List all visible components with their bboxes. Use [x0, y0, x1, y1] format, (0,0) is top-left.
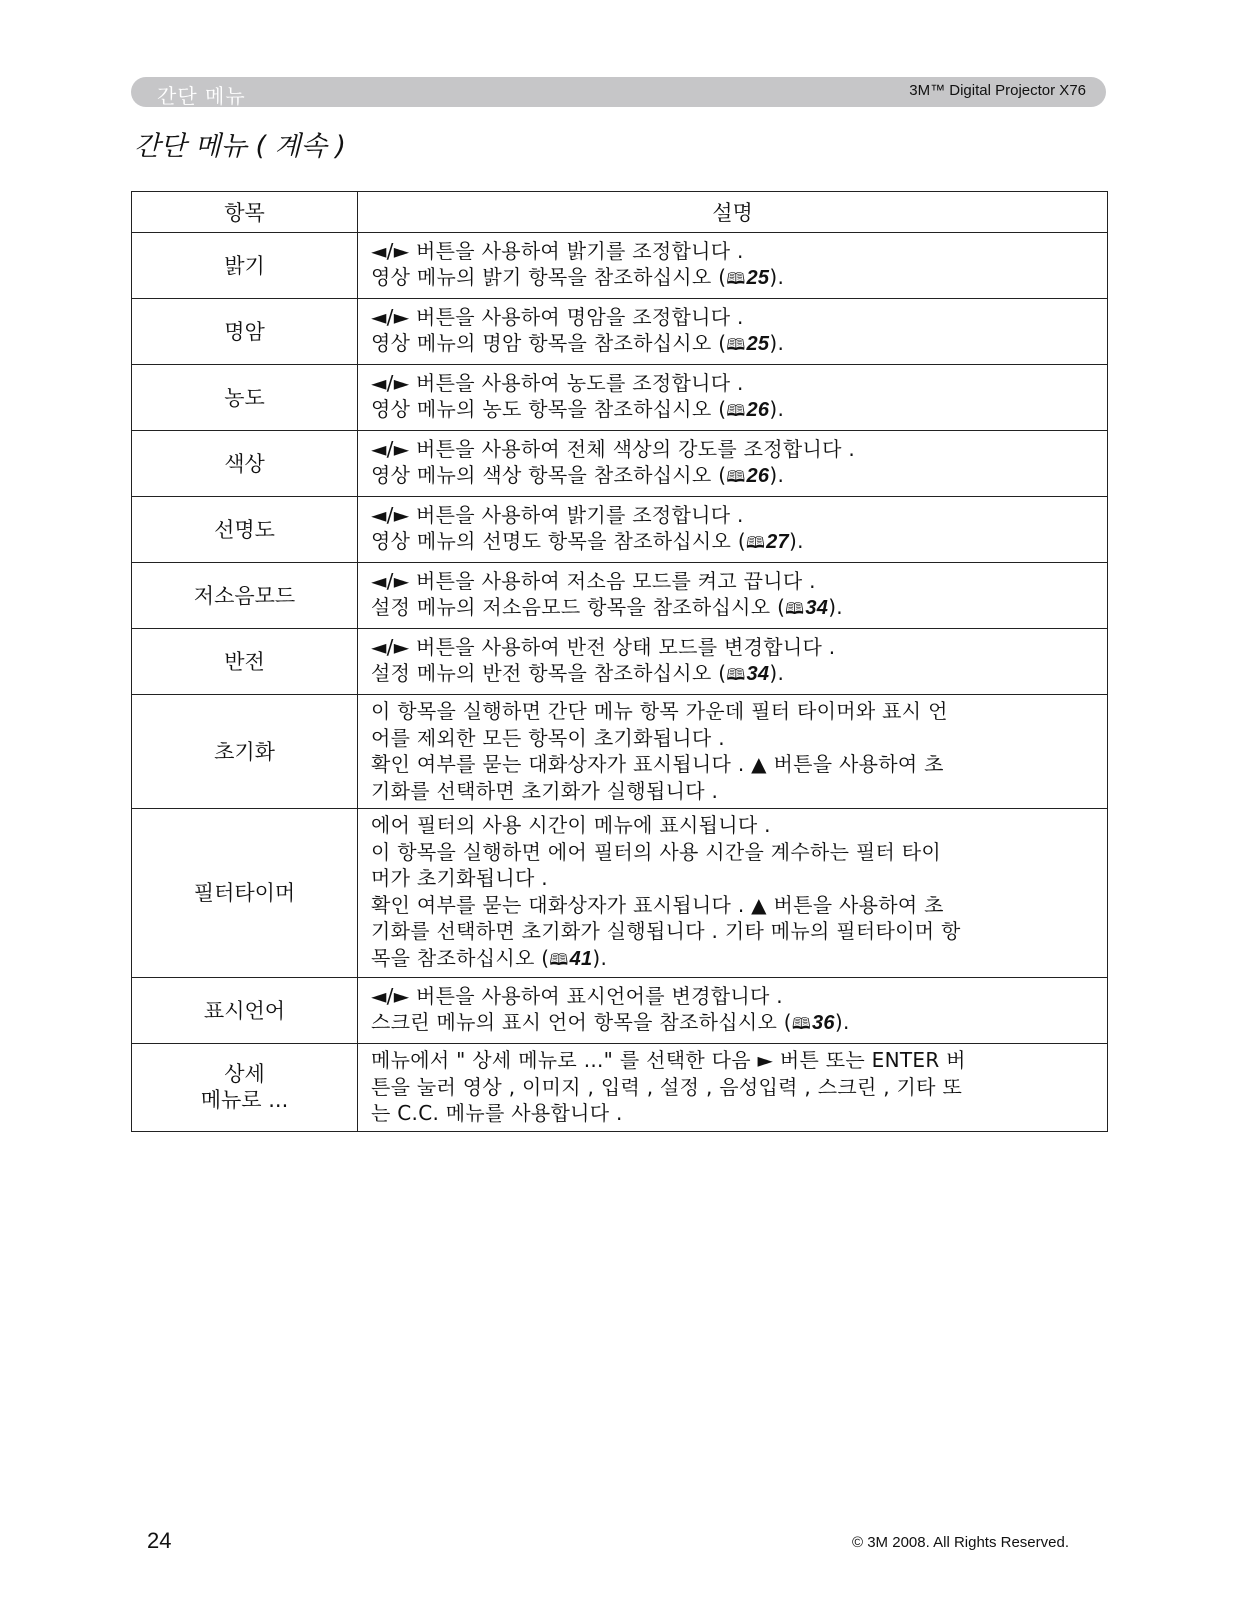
description-text: 영상 메뉴의 밝기 항목을 참조하십시오 ( — [371, 265, 727, 289]
menu-item-description — [358, 629, 1108, 695]
description-line — [371, 462, 1097, 491]
page-reference[interactable]: 36 — [812, 1012, 835, 1034]
menu-item-label: 명암 — [224, 319, 265, 344]
description-line — [371, 304, 1097, 331]
page-number: 24 — [147, 1528, 172, 1553]
description-text: 설정 메뉴의 저소음모드 항목을 참조하십시오 ( — [371, 595, 786, 619]
description-line — [371, 594, 1097, 623]
description-line — [371, 751, 1097, 778]
description-line — [371, 1074, 1097, 1101]
description-line — [371, 370, 1097, 397]
description-line — [371, 634, 1097, 661]
description-line — [371, 725, 1097, 752]
table-body — [132, 233, 1108, 1132]
description-line — [371, 839, 1097, 866]
menu-item-name — [132, 563, 358, 629]
menu-item-label: 필터타이머 — [193, 881, 296, 905]
menu-item-description — [358, 978, 1108, 1044]
reference-close: ). — [834, 1010, 850, 1034]
menu-item-label: 상세 — [224, 1062, 265, 1087]
description-text: 영상 메뉴의 색상 항목을 참조하십시오 ( — [371, 463, 727, 487]
description-text: 이 항목을 실행하면 간단 메뉴 항목 가운데 필터 타이머와 표시 언 — [371, 699, 948, 723]
description-text: 머가 초기화됩니다 . — [371, 866, 548, 890]
menu-item-name — [132, 299, 358, 365]
description-text: 이 항목을 실행하면 에어 필터의 사용 시간을 계수하는 필터 타이 — [371, 839, 942, 864]
book-reference-icon: 🕮 — [785, 599, 805, 618]
header-section-title: 간단 메뉴 — [157, 84, 246, 108]
description-text: ◄/► 버튼을 사용하여 전체 색상의 강도를 조정합니다 . — [371, 436, 856, 461]
description-text: 기화를 선택하면 초기화가 실행됩니다 . — [371, 778, 719, 803]
book-reference-icon: 🕮 — [726, 401, 746, 420]
description-line — [371, 238, 1097, 265]
menu-item-label: 저소음모드 — [193, 583, 296, 608]
description-line — [371, 1100, 1097, 1127]
description-line — [371, 396, 1097, 425]
description-text: 설정 메뉴의 반전 항목을 참조하십시오 ( — [371, 661, 727, 685]
reference-close: ). — [769, 265, 785, 289]
menu-item-description — [358, 299, 1108, 365]
menu-item-description — [358, 497, 1108, 563]
page-reference[interactable]: 26 — [746, 399, 770, 421]
page-reference[interactable]: 34 — [746, 663, 770, 685]
reference-close: ). — [788, 529, 804, 553]
menu-item-description — [358, 1044, 1108, 1132]
description-text: 어를 제외한 모든 항목이 초기화됩니다 . — [371, 725, 725, 750]
description-text: 기화를 선택하면 초기화가 실행됩니다 . 기타 메뉴의 필터타이머 항 — [371, 919, 961, 943]
page-reference[interactable]: 25 — [746, 333, 770, 355]
menu-item-description — [358, 233, 1108, 299]
table-row — [132, 233, 1108, 299]
menu-item-name — [132, 809, 358, 978]
table-row — [132, 809, 1108, 978]
description-line — [371, 1009, 1097, 1038]
book-reference-icon: 🕮 — [745, 533, 766, 552]
description-line — [371, 528, 1097, 557]
menu-item-description — [358, 809, 1108, 978]
description-text: 튼을 눌러 영상 , 이미지 , 입력 , 설정 , 음성입력 , 스크린 , 기타 또 — [371, 1074, 963, 1099]
column-header-description: 설명 — [358, 192, 1108, 233]
menu-item-label: 메뉴로 ... — [200, 1088, 289, 1113]
table-row — [132, 563, 1108, 629]
table-row — [132, 299, 1108, 365]
menu-item-name — [132, 365, 358, 431]
table-header-row — [132, 192, 1108, 233]
description-text: 확인 여부를 묻는 대화상자가 표시됩니다 . ▲ 버튼을 사용하여 초 — [371, 752, 944, 776]
header-product-name: 3M™ Digital Projector X76 — [909, 82, 1086, 99]
menu-item-name — [132, 629, 358, 695]
description-line — [371, 698, 1097, 725]
menu-item-label: 농도 — [224, 385, 265, 410]
book-reference-icon: 🕮 — [726, 269, 746, 288]
table-row — [132, 365, 1108, 431]
menu-item-label: 초기화 — [214, 739, 275, 764]
page-reference[interactable]: 41 — [569, 947, 593, 970]
table-row — [132, 629, 1108, 695]
menu-item-name — [132, 233, 358, 299]
menu-item-name — [132, 978, 358, 1044]
description-text: ◄/► 버튼을 사용하여 저소음 모드를 켜고 끕니다 . — [371, 568, 816, 593]
description-text: ◄/► 버튼을 사용하여 명암을 조정합니다 . — [371, 304, 744, 329]
menu-item-label: 선명도 — [214, 517, 275, 542]
description-line — [371, 918, 1097, 945]
menu-item-label: 표시언어 — [203, 998, 286, 1023]
menu-item-name — [132, 1044, 358, 1132]
page-reference[interactable]: 34 — [805, 597, 829, 619]
description-line — [371, 945, 1097, 974]
menu-item-name — [132, 497, 358, 563]
description-line — [371, 892, 1097, 919]
menu-item-description — [358, 563, 1108, 629]
description-text: 메뉴에서 " 상세 메뉴로 ..." 를 선택한 다음 ► 버튼 또는 ENTER 버 — [371, 1048, 966, 1072]
menu-item-description — [358, 695, 1108, 809]
description-text: 영상 메뉴의 농도 항목을 참조하십시오 ( — [371, 397, 727, 421]
book-reference-icon: 🕮 — [726, 335, 746, 354]
menu-item-description — [358, 365, 1108, 431]
description-line — [371, 1047, 1097, 1074]
description-line — [371, 264, 1097, 293]
description-text: 영상 메뉴의 명암 항목을 참조하십시오 ( — [371, 331, 727, 355]
description-text: 목을 참조하십시오 ( — [371, 945, 550, 970]
page-reference[interactable]: 26 — [746, 465, 770, 487]
table-row — [132, 431, 1108, 497]
table-row — [132, 497, 1108, 563]
description-text: ◄/► 버튼을 사용하여 밝기를 조정합니다 . — [371, 238, 744, 263]
book-reference-icon: 🕮 — [726, 467, 746, 486]
menu-item-label: 밝기 — [224, 253, 265, 278]
description-text: ◄/► 버튼을 사용하여 농도를 조정합니다 . — [371, 370, 744, 395]
reference-close: ). — [592, 945, 608, 970]
table-row — [132, 695, 1108, 809]
menu-item-label: 반전 — [224, 649, 265, 674]
page-reference[interactable]: 25 — [746, 267, 770, 289]
description-text: 는 C.C. 메뉴를 사용합니다 . — [371, 1101, 623, 1125]
copyright-notice: © 3M 2008. All Rights Reserved. — [852, 1534, 1069, 1551]
reference-close: ). — [828, 595, 843, 619]
description-text: ◄/► 버튼을 사용하여 반전 상태 모드를 변경합니다 . — [371, 634, 836, 659]
running-header — [131, 77, 1106, 107]
description-line — [371, 568, 1097, 595]
column-header-item: 항목 — [132, 192, 358, 233]
page-title: 간단 메뉴 ( 계속 ) — [134, 131, 346, 162]
reference-close: ). — [769, 331, 785, 355]
description-text: 확인 여부를 묻는 대화상자가 표시됩니다 . ▲ 버튼을 사용하여 초 — [371, 892, 944, 917]
description-text: ◄/► 버튼을 사용하여 표시언어를 변경합니다 . — [371, 983, 783, 1008]
description-line — [371, 778, 1097, 805]
table-row — [132, 978, 1108, 1044]
menu-item-name — [132, 431, 358, 497]
reference-close: ). — [769, 661, 785, 685]
menu-item-label: 색상 — [224, 451, 265, 476]
reference-close: ). — [769, 463, 785, 487]
description-text: 스크린 메뉴의 표시 언어 항목을 참조하십시오 ( — [371, 1010, 792, 1034]
description-line — [371, 983, 1097, 1010]
book-reference-icon: 🕮 — [549, 949, 569, 969]
menu-item-name — [132, 695, 358, 809]
description-line — [371, 502, 1097, 529]
reference-close: ). — [769, 397, 785, 421]
description-text: ◄/► 버튼을 사용하여 밝기를 조정합니다 . — [371, 502, 744, 527]
description-text: 영상 메뉴의 선명도 항목을 참조하십시오 ( — [371, 529, 746, 553]
description-line — [371, 436, 1097, 463]
description-line — [371, 812, 1097, 839]
page-reference[interactable]: 27 — [766, 531, 789, 553]
book-reference-icon: 🕮 — [791, 1014, 811, 1033]
menu-item-description — [358, 431, 1108, 497]
book-reference-icon: 🕮 — [726, 665, 746, 684]
description-text: 에어 필터의 사용 시간이 메뉴에 표시됩니다 . — [371, 813, 771, 837]
description-line — [371, 330, 1097, 359]
description-line — [371, 660, 1097, 689]
description-line — [371, 865, 1097, 892]
table-row — [132, 1044, 1108, 1132]
menu-items-table — [131, 191, 1108, 1132]
